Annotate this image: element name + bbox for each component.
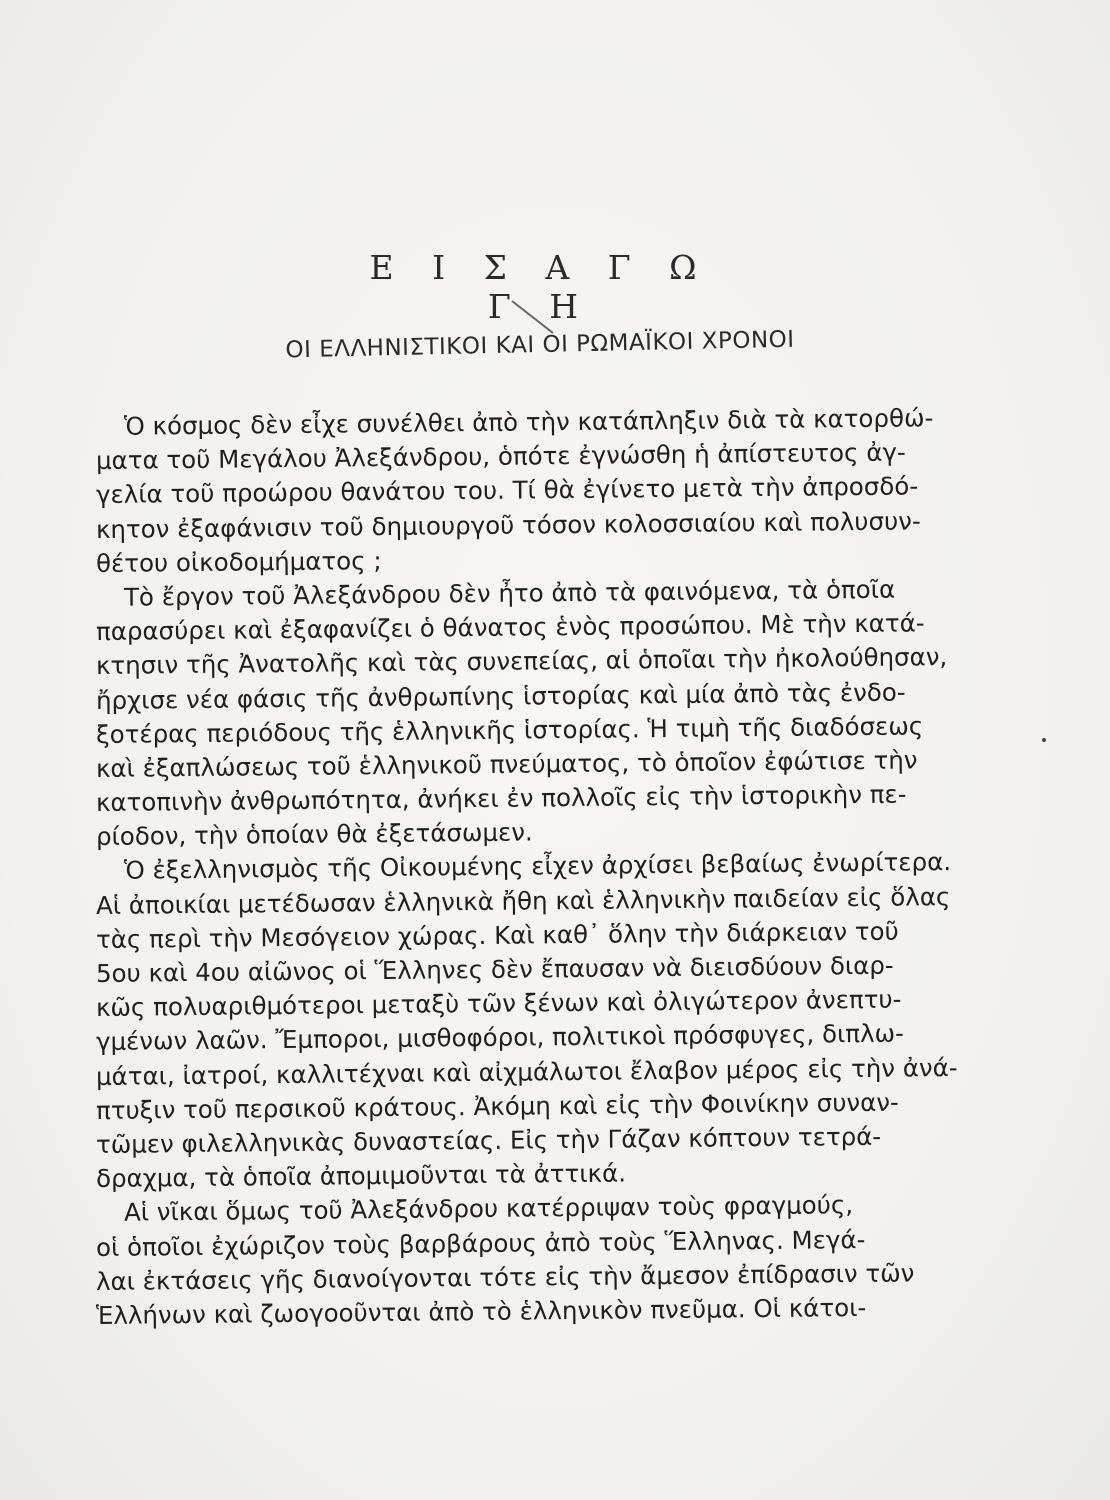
text-line: 5ου καὶ 4ου αἰῶνος οἱ Ἕλληνες δὲν ἔπαυσαν νὰ διεισδύουν διαρ-: [95, 950, 894, 988]
text-line: ἤρχισε νέα φάσις τῆς ἀνθρωπίνης ἱστορίας καὶ μία ἀπὸ τὰς ἐνδο-: [95, 677, 906, 715]
text-line: Τὸ ἔργον τοῦ Ἀλεξάνδρου δὲν ἦτο ἀπὸ τὰ φαινόμενα, τὰ ὁποῖα: [123, 574, 896, 612]
text-line: καὶ ἐξαπλώσεως τοῦ ἑλληνικοῦ πνεύματος, τὸ ὁποῖον ἐφώτισε τὴν: [95, 745, 918, 783]
text-line: θέτου οἰκοδομήματος ;: [95, 545, 382, 578]
text-line: τῶμεν φιλελληνικὰς δυναστείας. Εἰς τὴν Γάζαν κόπτουν τετρά-: [95, 1121, 882, 1159]
text-line: Ὁ κόσμος δὲν εἶχε συνέλθει ἀπὸ τὴν κατάπληξιν διὰ τὰ κατορθώ-: [123, 403, 934, 441]
text-line: Ἑλλήνων καὶ ζωογοοῦνται ἀπὸ τὸ ἑλληνικὸν πνεῦμα. Οἱ κάτοι-: [95, 1292, 867, 1330]
paragraph-4: [95, 1190, 966, 1333]
paragraph-1: [95, 403, 966, 581]
text-line: γελία τοῦ προώρου θανάτου του. Τί θὰ ἐγίνετο μετὰ τὴν ἀπροσδό-: [95, 471, 919, 510]
text-line: Αἱ νῖκαι ὅμως τοῦ Ἀλεξάνδρου κατέρριψαν τοὺς φραγμούς,: [123, 1190, 854, 1228]
text-line: μάται, ἰατροί, καλλιτέχναι καὶ αἰχμάλωτοι ἔλαβον μέρος εἰς τὴν ἀνά-: [95, 1052, 958, 1091]
text-line: κῶς πολυαριθμότεροι μεταξὺ τῶν ξένων καὶ ὀλιγώτερον ἀνεπτυ-: [95, 984, 902, 1023]
text-line: ξοτέρας περιόδους τῆς ἑλληνικῆς ἱστορίας. Ἡ τιμὴ τῆς διαδόσεως: [95, 711, 924, 749]
text-line: κητον ἐξαφάνισιν τοῦ δημιουργοῦ τόσον κολοσσιαίου καὶ πολυσυν-: [95, 505, 921, 544]
text-line: δραχμα, τὰ ὁποῖα ἀπομιμοῦνται τὰ ἀττικά.: [95, 1158, 627, 1194]
paragraph-3: [95, 847, 966, 1196]
text-line: ματα τοῦ Μεγάλου Ἀλεξάνδρου, ὁπότε ἐγνώσθη ἡ ἀπίστευτος ἀγ-: [95, 437, 906, 476]
chapter-subtitle: ΟΙ ΕΛΛΗΝΙΣΤΙΚΟΙ ΚΑΙ ΟΙ ΡΩΜΑΪΚΟΙ ΧΡΟΝΟΙ: [285, 326, 795, 364]
text-line: ρίοδον, τὴν ὁποίαν θὰ ἐξετάσωμεν.: [95, 817, 533, 852]
body-text: [95, 403, 966, 1333]
text-line: κατοπινὴν ἀνθρωπότητα, ἀνήκει ἐν πολλοῖς εἰς τὴν ἱστορικὴν πε-: [95, 779, 907, 818]
chapter-title: Ε Ι Σ Α Γ Ω Γ Η: [369, 248, 711, 326]
text-line: Ὁ ἐξελληνισμὸς τῆς Οἰκουμένης εἶχεν ἀρχίσει βεβαίως ἐνωρίτερα.: [123, 847, 952, 886]
text-line: παρασύρει καὶ ἐξαφανίζει ὁ θάνατος ἑνὸς προσώπου. Μὲ τὴν κατά-: [95, 608, 925, 647]
text-line: Αἱ ἀποικίαι μετέδωσαν ἑλληνικὰ ἤθη καὶ ἑλληνικὴν παιδείαν εἰς ὅλας: [95, 881, 951, 920]
text-line: κτησιν τῆς Ἀνατολῆς καὶ τὰς συνεπείας, αἱ ὁποῖαι τὴν ἠκολούθησαν,: [95, 642, 948, 681]
text-line: λαι ἐκτάσεις γῆς διανοίγονται τότε εἰς τὴν ἄμεσον ἐπίδρασιν τῶν: [95, 1258, 915, 1296]
text-line: πτυξιν τοῦ περσικοῦ κράτους. Ἀκόμη καὶ εἰς τὴν Φοινίκην συναν-: [95, 1087, 899, 1125]
text-line: γμένων λαῶν. Ἔμποροι, μισθοφόροι, πολιτικοὶ πρόσφυγες, διπλω-: [95, 1018, 905, 1057]
text-line: τὰς περὶ τὴν Μεσόγειον χώρας. Καὶ καθ᾽ ὅλην τὴν διάρκειαν τοῦ: [95, 916, 899, 954]
paragraph-2: [95, 574, 966, 855]
text-line: οἱ ὁποῖοι ἐχώριζον τοὺς βαρβάρους ἀπὸ τοὺς Ἕλληνας. Μεγά-: [95, 1224, 866, 1262]
scan-speck: [1042, 738, 1046, 742]
